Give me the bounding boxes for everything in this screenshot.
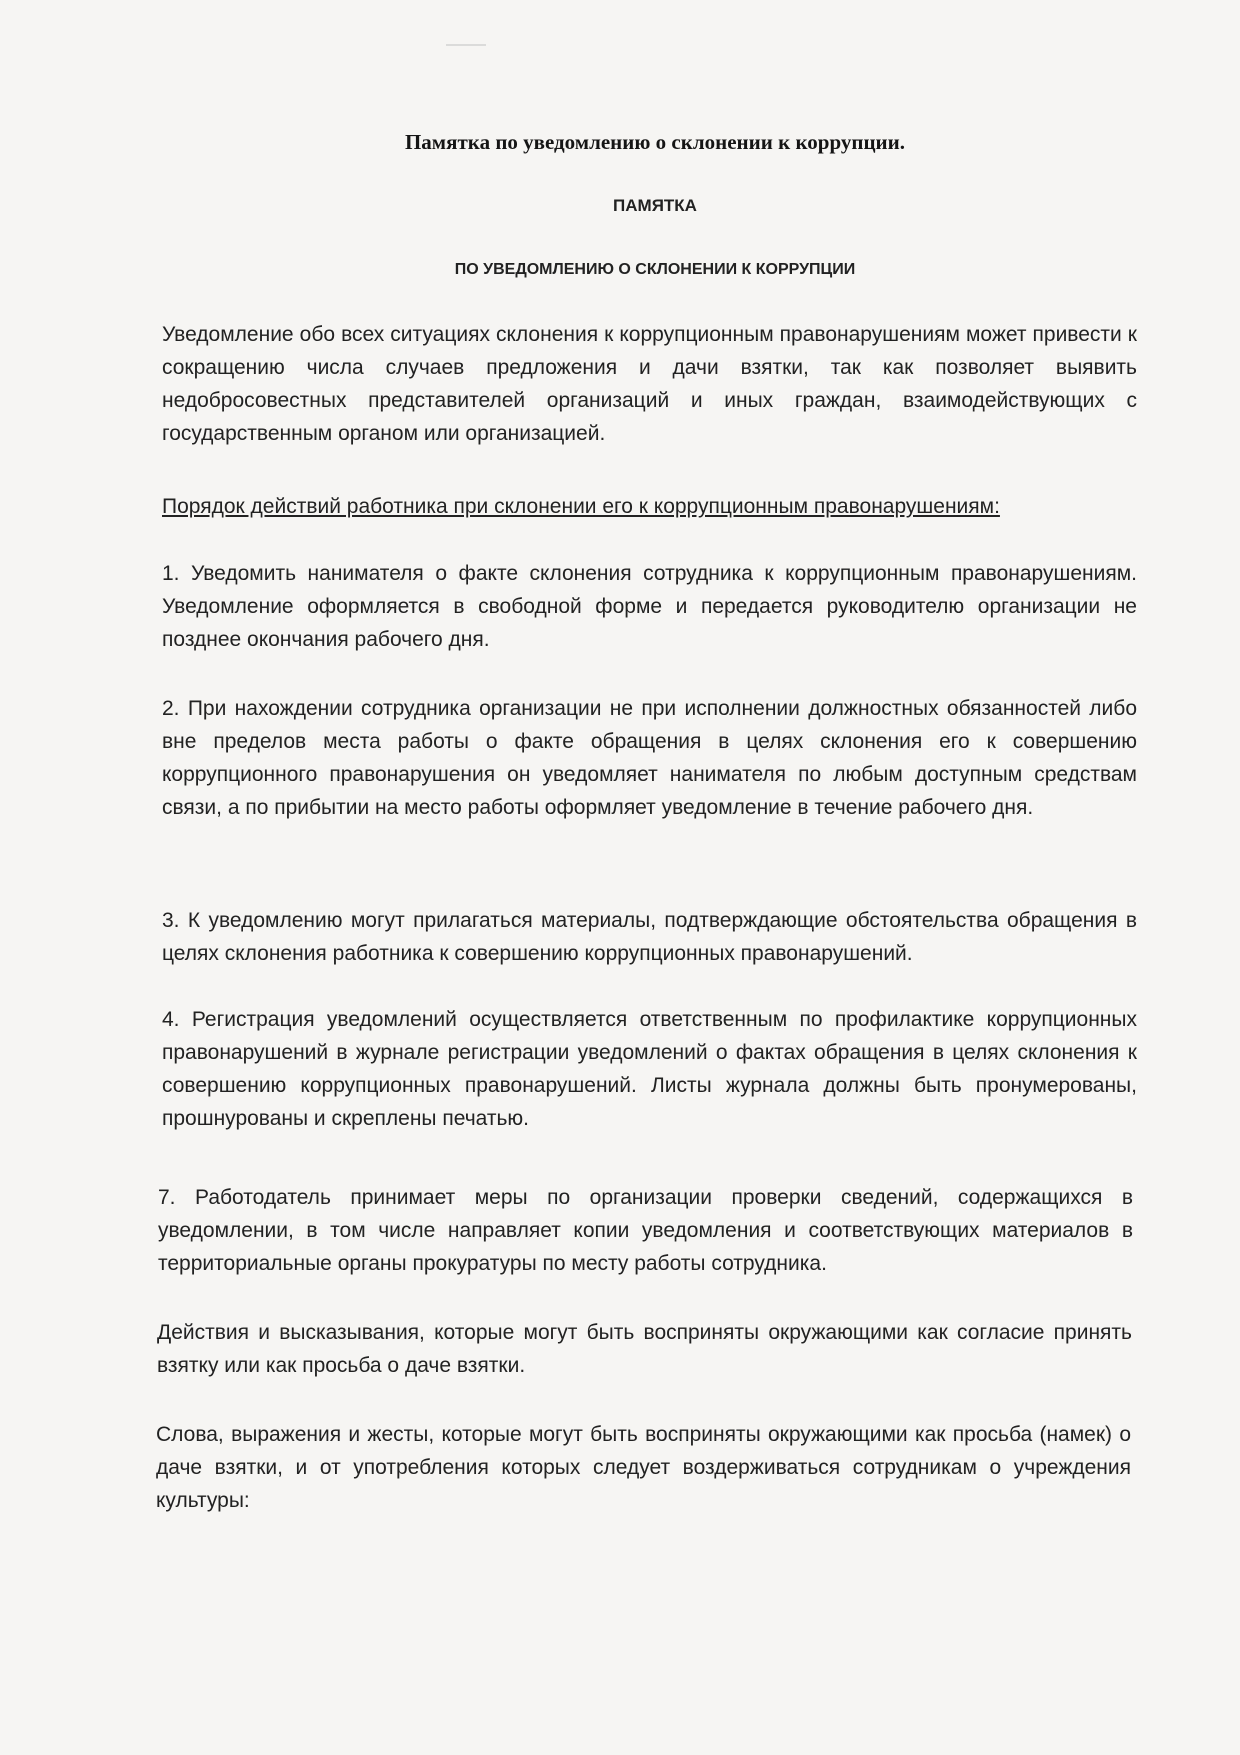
heading-memo: ПАМЯТКА	[613, 196, 697, 215]
document-title: Памятка по уведомлению о склонении к коррупции.	[404, 130, 906, 154]
order-heading: Порядок действий работника при склонении его к коррупционным правонарушениям:	[162, 495, 1000, 518]
list-item: 7. Работодатель принимает меры по организации проверки сведений, содержащихся в уведомлении, в том числе направляет копии уведомления и соответствующих материалов в территориальные органы прокуратуры по месту работы сотрудника.	[158, 1186, 1133, 1275]
list-item: 4. Регистрация уведомлений осуществляется ответственным по профилактике коррупционных правонарушений в журнале регистрации уведомлений о фактах обращения в целях склонения к совершению коррупционных правонарушений. Листы журнала должны быть пронумерованы, прошнурованы и скреплены печатью.	[162, 1008, 1137, 1130]
actions-paragraph: Действия и высказывания, которые могут быть восприняты окружающими как согласие принять взятку или как просьба о даче взятки.	[157, 1321, 1132, 1377]
intro-paragraph: Уведомление обо всех ситуациях склонения к коррупционным правонарушениям может привести к сокращению числа случаев предложения и дачи взятки, так как позволяет выявить недобросовестных представителей организаций и иных граждан, взаимодействующих с государственным органом или организацией.	[162, 323, 1137, 445]
scan-speck	[446, 44, 486, 46]
words-paragraph: Слова, выражения и жесты, которые могут быть восприняты окружающими как просьба (намек) о даче взятки, и от употребления которых следует воздерживаться сотрудникам о учреждения культуры:	[156, 1423, 1131, 1512]
list-item: 3. К уведомлению могут прилагаться материалы, подтверждающие обстоятельства обращения в целях склонения работника к совершению коррупционных правонарушений.	[162, 909, 1137, 965]
heading-subject: ПО УВЕДОМЛЕНИЮ О СКЛОНЕНИИ К КОРРУПЦИИ	[454, 261, 856, 278]
list-item: 1. Уведомить нанимателя о факте склонения сотрудника к коррупционным правонарушениям. Уведомление оформляется в свободной форме и передается руководителю организации не позднее окончания рабочего дня.	[162, 562, 1137, 651]
list-item: 2. При нахождении сотрудника организации не при исполнении должностных обязанностей либо вне пределов места работы о факте обращения в целях склонения его к совершению коррупционного правонарушения он уведомляет нанимателя по любым доступным средствам связи, а по прибытии на место работы оформляет уведомление в течение рабочего дня.	[162, 697, 1137, 819]
